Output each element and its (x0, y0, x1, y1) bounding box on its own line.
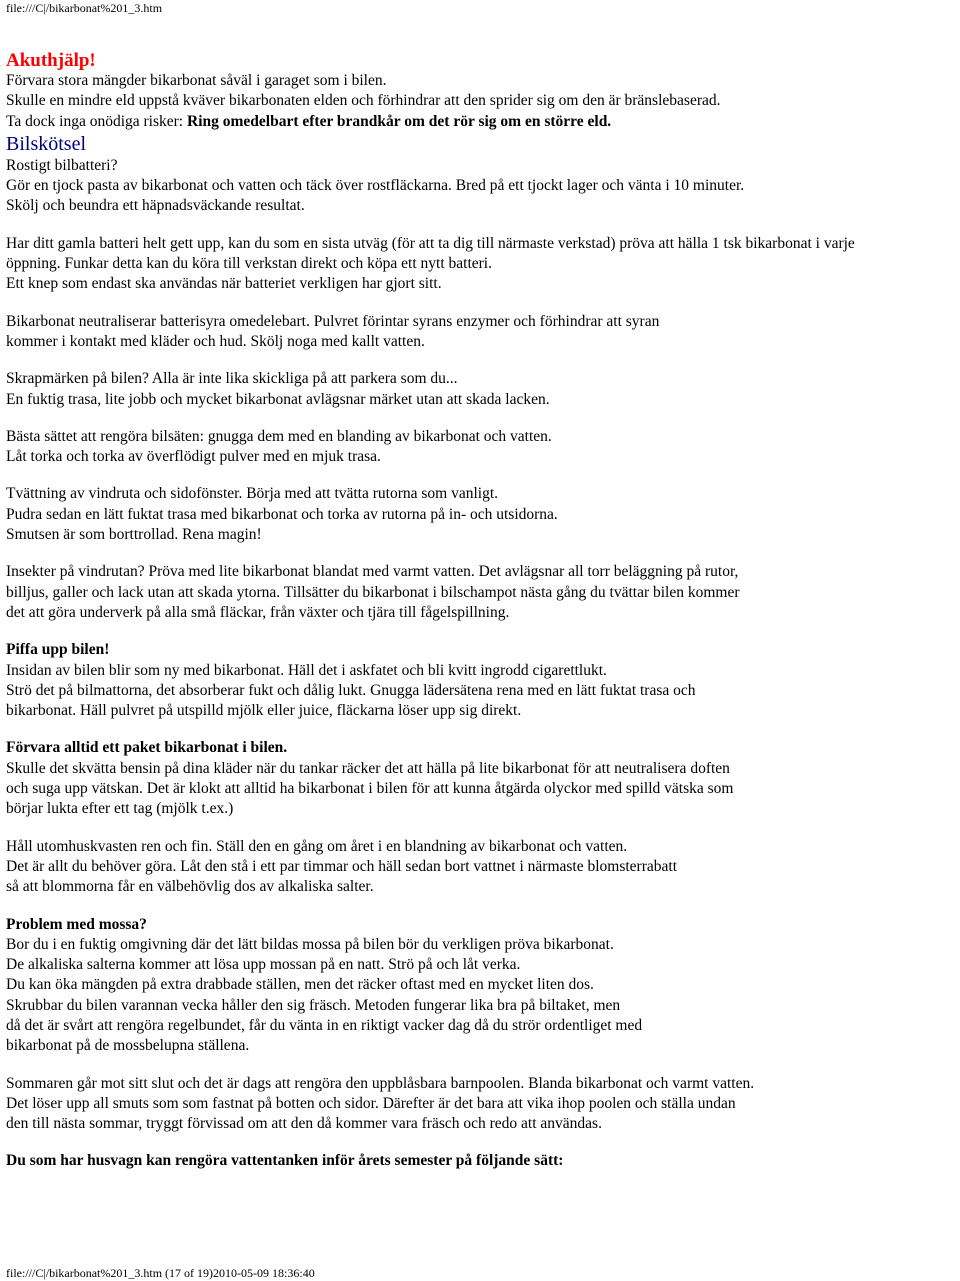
windows-line-3: Smutsen är som borttrollad. Rena magin! (6, 526, 262, 544)
battery-line-2: öppning. Funkar detta kan du köra till verkstan direkt och köpa ett nytt batteri. (6, 255, 492, 273)
moss-line-4: Skrubbar du bilen varannan vecka håller den sig fräsch. Metoden fungerar lika bra på biltaket, men (6, 996, 621, 1014)
paragraph-gap (6, 898, 960, 915)
seats-line-1: Bästa sättet att rengöra bilsäten: gnugga dem med en blanding av bikarbonat och vatten. (6, 427, 552, 445)
paragraph-gap (6, 1057, 960, 1074)
rust-line-1: Rostigt bilbatteri? (6, 156, 118, 174)
moss-line-1: Bor du i en fuktig omgivning där det lätt bildas mossa på bilen bör du verkligen pröva bikarbonat. (6, 935, 614, 953)
insects-line-2: billjus, galler och lack utan att skada ytorna. Tillsätter du bikarbonat i bilschampot nästa gång du tvättar bilen kommer (6, 583, 740, 601)
battery-line-3: Ett knep som endast ska användas när batteriet verkligen har gjort sitt. (6, 275, 442, 293)
windows-line-1: Tvättning av vindruta och sidofönster. Börja med att tvätta rutorna som vanligt. (6, 485, 499, 503)
freshen-line-1: Insidan av bilen blir som ny med bikarbonat. Häll det i askfatet och bli kvitt ingrodd cigarettlukt. (6, 661, 607, 679)
moss-line-3: Du kan öka mängden på extra drabbade ställen, men det räcker oftast med en mycket liten dos. (6, 976, 594, 994)
moss-title: Problem med mossa? (6, 915, 147, 933)
caravan-title: Du som har husvagn kan rengöra vattentanken inför årets semester på följande sätt: (6, 1152, 564, 1170)
keep-line-3: börjar lukta efter ett tag (mjölk t.ex.) (6, 800, 234, 818)
page-header-url: file:///C|/bikarbonat%201_3.htm (6, 1, 163, 15)
scratches-line-2: En fuktig trasa, lite jobb och mycket bikarbonat avlägsnar märket utan att skada lacken. (6, 390, 550, 408)
page-footer: file:///C|/bikarbonat%201_3.htm (17 of 19)2010-05-09 18:36:40 (6, 1266, 315, 1280)
alert-line-2: Skulle en mindre eld uppstå kväver bikarbonaten elden och förhindrar att den sprider sig om den är bränslebaserad. (6, 92, 721, 110)
alert-line-1: Förvara stora mängder bikarbonat såväl i garaget som i bilen. (6, 72, 387, 89)
insects-line-3: det att göra underverk på alla små fläckar, från växter och tjära till fågelspillning. (6, 603, 510, 621)
rust-line-2: Gör en tjock pasta av bikarbonat och vatten och täck över rostfläckarna. Bred på ett tjockt lager och vänta i 10 minuter. (6, 177, 745, 195)
freshen-line-2: Strö det på bilmattorna, det absorberar fukt och dålig lukt. Gnugga lädersätena rena med en lätt fuktat trasa och (6, 681, 696, 699)
hose-line-1: Håll utomhuskvasten ren och fin. Ställ den en gång om året i en blandning av bikarbonat och vatten. (6, 837, 628, 855)
keep-title: Förvara alltid ett paket bikarbonat i bilen. (6, 739, 288, 757)
paragraph-gap (6, 410, 960, 427)
pool-line-3: den till nästa sommar, tryggt förvissad om att den då kommer vara fräsch och redo att användas. (6, 1115, 602, 1133)
keep-line-2: och suga upp vätskan. Det är klokt att alltid ha bikarbonat i bilen för att kunna åtgärda olyckor med spilld vätska som (6, 780, 734, 798)
seats-line-2: Låt torka och torka av överflödigt pulver med en mjuk trasa. (6, 448, 381, 466)
paragraph-gap (6, 217, 960, 234)
acid-line-2: kommer i kontakt med kläder och hud. Skölj noga med kallt vatten. (6, 332, 425, 350)
battery-line-1: Har ditt gamla batteri helt gett upp, kan du som en sista utväg (för att ta dig till närmaste verkstad) pröva att hälla 1 tsk bikarbonat i varje (6, 234, 855, 252)
document-body (6, 50, 960, 1172)
freshen-line-3: bikarbonat. Häll pulvret på utspilld mjölk eller juice, fläckarna löser upp sig direkt. (6, 702, 522, 720)
paragraph-gap (6, 820, 960, 837)
paragraph-gap (6, 352, 960, 369)
paragraph-gap (6, 467, 960, 484)
alert-line-3-bold: Ring omedelbart efter brandkår om det rör sig om en större eld. (187, 112, 612, 130)
paragraph-gap (6, 1134, 960, 1151)
freshen-title: Piffa upp bilen! (6, 641, 110, 659)
moss-line-5: då det är svårt att rengöra regelbundet, får du vänta in en riktigt vacker dag då du strör ordentliget med (6, 1016, 643, 1034)
alert-line-3-prefix: Ta dock inga onödiga risker: (6, 112, 187, 130)
moss-line-2: De alkaliska salterna kommer att lösa upp mossan på en natt. Strö på och låt verka. (6, 956, 521, 974)
hose-line-2: Det är allt du behöver göra. Låt den stå i ett par timmar och häll sedan bort vattnet i närmaste blomsterrabatt (6, 857, 678, 875)
pool-line-1: Sommaren går mot sitt slut och det är dags att rengöra den uppblåsbara barnpoolen. Blanda bikarbonat och varmt vatten. (6, 1074, 755, 1092)
paragraph-gap (6, 623, 960, 640)
hose-line-3: så att blommorna får en välbehövlig dos av alkaliska salter. (6, 878, 374, 896)
paragraph-gap (6, 545, 960, 562)
pool-line-2: Det löser upp all smuts som som fastnat på botten och sidor. Därefter är det bara att vika ihop poolen och ställa undan (6, 1094, 736, 1112)
paragraph-gap (6, 295, 960, 312)
alert-title: Akuthjälp! (6, 50, 96, 71)
scratches-line-1: Skrapmärken på bilen? Alla är inte lika skickliga på att parkera som du... (6, 370, 458, 388)
alert-line-3 (6, 112, 960, 132)
section-title: Bilskötsel (6, 132, 87, 155)
windows-line-2: Pudra sedan en lätt fuktat trasa med bikarbonat och torka av rutorna på in- och utsidorna. (6, 505, 558, 523)
paragraph-gap (6, 721, 960, 738)
rust-line-3: Skölj och beundra ett häpnadsväckande resultat. (6, 197, 305, 215)
keep-line-1: Skulle det skvätta bensin på dina kläder när du tankar räcker det att hälla på lite bikarbonat för att neutralisera doften (6, 759, 730, 777)
insects-line-1: Insekter på vindrutan? Pröva med lite bikarbonat blandat med varmt vatten. Det avlägsnar all torr beläggning på rutor, (6, 563, 739, 581)
acid-line-1: Bikarbonat neutraliserar batterisyra omedelebart. Pulvret förintar syrans enzymer och förhindrar att syran (6, 312, 660, 330)
moss-line-6: bikarbonat på de mossbelupna ställena. (6, 1037, 250, 1055)
